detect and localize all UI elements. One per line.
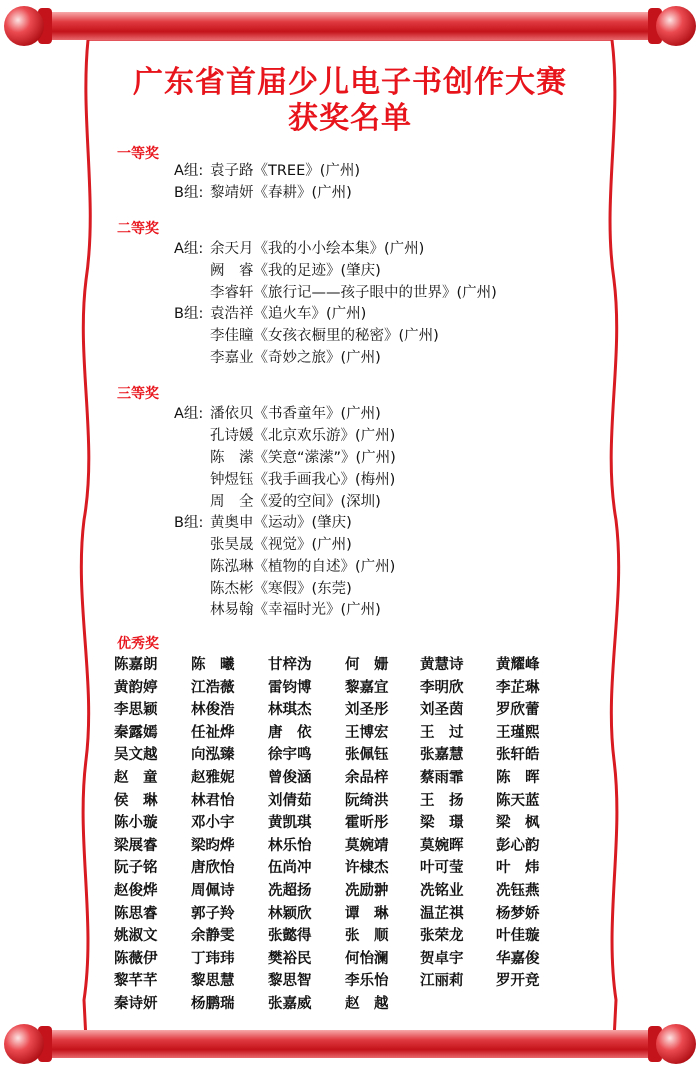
winner-name: 黄慧诗	[420, 657, 464, 673]
winner-name: 陈小璇	[114, 815, 158, 832]
winner-name: 黄凯琪	[268, 815, 312, 832]
winner-name: 丁玮玮	[191, 950, 235, 967]
winner-name: 贺卓宇	[420, 950, 464, 967]
winner-name: 伍尚冲	[268, 860, 312, 877]
winner-name: 张嘉慧	[420, 747, 464, 764]
winner-name: 霍昕彤	[345, 815, 389, 832]
winner-name: 王瑾熙	[496, 724, 540, 741]
winner-name: 周佩诗	[191, 882, 235, 899]
winner-name: 余静雯	[191, 928, 235, 945]
winner-name: 陈嘉朗	[114, 657, 158, 673]
winner-name: 刘圣茵	[420, 702, 464, 719]
winner-name: 张嘉威	[268, 995, 312, 1012]
excellence-heading: 优秀奖	[117, 636, 159, 652]
winner-name: 唐欣怡	[191, 860, 235, 877]
winner-name: 赵 童	[114, 769, 158, 786]
winner-name: 杨梦娇	[496, 905, 540, 922]
winner-name: 彭心韵	[496, 837, 540, 854]
winner-name: 赵 越	[345, 995, 389, 1012]
winner-name: 陈薇伊	[114, 950, 158, 967]
page-subtitle: 获奖名单	[288, 101, 412, 136]
award-group-label: B组:	[174, 185, 204, 201]
winner-name: 叶 炜	[496, 860, 540, 877]
winner-name: 陈思睿	[114, 905, 158, 922]
award-entry: 陈 潆《笑意“潆潆”》(广州)	[210, 450, 396, 466]
award-group-label: A组:	[174, 241, 204, 257]
winner-name: 邓小宇	[191, 815, 235, 832]
winner-name: 蔡雨霏	[420, 769, 464, 786]
winner-name: 罗开竞	[496, 973, 540, 990]
winner-name: 梁 枫	[496, 815, 540, 832]
winner-name: 唐 依	[268, 724, 312, 741]
winner-name: 李明欣	[420, 679, 464, 696]
page-title: 广东省首届少儿电子书创作大赛	[133, 65, 567, 100]
winner-name: 林颖欣	[268, 905, 312, 922]
winner-name: 冼钰燕	[496, 882, 540, 899]
third-prize-heading: 三等奖	[117, 386, 159, 402]
winner-name: 林君怡	[191, 792, 235, 809]
winner-name: 林琪杰	[268, 702, 312, 719]
winner-name: 梁昀烨	[191, 837, 235, 854]
winner-name: 曾俊涵	[268, 769, 312, 786]
winner-name: 雷钧博	[268, 679, 312, 696]
winner-name: 陈 晖	[496, 769, 540, 786]
award-entry: 黎靖妍《春耕》(广州)	[210, 185, 352, 201]
winner-name: 许棣杰	[345, 860, 389, 877]
bottom-rod	[4, 1024, 696, 1064]
winner-name: 华嘉俊	[496, 950, 540, 967]
winner-name: 任祉烨	[191, 724, 235, 741]
winner-name: 梁展睿	[114, 837, 158, 854]
award-entry: 林易翰《幸福时光》(广州)	[210, 602, 381, 618]
top-rod	[4, 6, 696, 46]
winner-name: 樊裕民	[268, 950, 312, 967]
second-prize-heading: 二等奖	[117, 221, 159, 237]
winner-name: 秦诗妍	[114, 995, 158, 1012]
winner-name: 冼超扬	[268, 882, 312, 899]
award-entry: 潘依贝《书香童年》(广州)	[210, 406, 381, 422]
award-group-label: B组:	[174, 306, 204, 322]
winner-name: 秦露嫣	[114, 724, 158, 741]
winner-name: 陈天蓝	[496, 792, 540, 809]
winner-name: 阮子铭	[114, 860, 158, 877]
award-entry: 李佳瞳《女孩衣橱里的秘密》(广州)	[210, 328, 439, 344]
winner-name: 冼励翀	[345, 882, 389, 899]
winner-name: 赵雅妮	[191, 769, 235, 786]
award-entry: 阙 睿《我的足迹》(肇庆)	[210, 263, 381, 279]
winner-name: 张佩钰	[345, 747, 389, 764]
winner-name: 刘倩茹	[268, 792, 312, 809]
winner-name: 黎芊芊	[114, 973, 158, 990]
winner-name: 莫婉晖	[420, 837, 464, 854]
winner-name: 黎思慧	[191, 973, 235, 990]
winner-name: 李芷琳	[496, 679, 540, 696]
winner-name: 赵俊烨	[114, 882, 158, 899]
winner-name: 谭 琳	[345, 905, 389, 922]
award-entry: 陈泓琳《植物的自述》(广州)	[210, 559, 396, 575]
winner-name: 黎嘉宜	[345, 679, 389, 696]
winner-name: 杨鹏瑞	[191, 995, 235, 1012]
award-entry: 周 全《爱的空间》(深圳)	[210, 494, 381, 510]
winner-name: 梁 璟	[420, 815, 464, 832]
winner-name: 叶佳璇	[496, 928, 540, 945]
winner-name: 李乐怡	[345, 973, 389, 990]
award-entry: 李睿轩《旅行记——孩子眼中的世界》(广州)	[210, 285, 497, 301]
winner-name: 何怡澜	[345, 950, 389, 967]
winner-name: 林俊浩	[191, 702, 235, 719]
award-entry: 钟煜钰《我手画我心》(梅州)	[210, 472, 396, 488]
award-group-label: A组:	[174, 406, 204, 422]
winner-name: 徐宇鸣	[268, 747, 312, 764]
award-entry: 张昊晟《视觉》(广州)	[210, 537, 352, 553]
award-entry: 李嘉业《奇妙之旅》(广州)	[210, 350, 381, 366]
winner-name: 温芷祺	[420, 905, 464, 922]
winner-name: 侯 琳	[114, 792, 158, 809]
winner-name: 莫婉靖	[345, 837, 389, 854]
award-entry: 孔诗媛《北京欢乐游》(广州)	[210, 428, 396, 444]
excellence-name-grid	[114, 654, 566, 1016]
winner-name: 黄耀峰	[496, 657, 540, 673]
award-group-label: A组:	[174, 163, 204, 179]
winner-name: 林乐怡	[268, 837, 312, 854]
winner-name: 阮绮洪	[345, 792, 389, 809]
winner-name: 江丽莉	[420, 973, 464, 990]
winner-name: 张轩皓	[496, 747, 540, 764]
winner-name: 罗欣蕾	[496, 702, 540, 719]
winner-name: 王 扬	[420, 792, 464, 809]
winner-name: 江浩薇	[191, 679, 235, 696]
winner-name: 黄韵婷	[114, 679, 158, 696]
winner-name: 黎思智	[268, 973, 312, 990]
winner-name: 张 顺	[345, 928, 389, 945]
winner-name: 吴文越	[114, 747, 158, 764]
winner-name: 王 过	[420, 724, 464, 741]
winner-name: 冼铭业	[420, 882, 464, 899]
award-entry: 余天月《我的小小绘本集》(广州)	[210, 241, 425, 257]
winner-name: 李思颖	[114, 702, 158, 719]
first-prize-heading: 一等奖	[117, 146, 159, 162]
award-entry: 黄奥申《运动》(肇庆)	[210, 515, 352, 531]
winner-name: 余品梓	[345, 769, 389, 786]
winner-name: 张懿得	[268, 928, 312, 945]
winner-name: 向泓臻	[191, 747, 235, 764]
winner-name: 陈 曦	[191, 657, 235, 673]
winner-name: 甘梓沩	[268, 657, 312, 673]
award-group-label: B组:	[174, 515, 204, 531]
award-entry: 袁子路《TREE》(广州)	[210, 163, 361, 179]
winner-name: 郭子羚	[191, 905, 235, 922]
winner-name: 刘圣彤	[345, 702, 389, 719]
award-entry: 陈杰彬《寒假》(东莞)	[210, 581, 352, 597]
winner-name: 何 姗	[345, 657, 389, 673]
winner-name: 张荣龙	[420, 928, 464, 945]
winner-name: 叶可莹	[420, 860, 464, 877]
winner-name: 姚淑文	[114, 928, 158, 945]
award-entry: 袁浩祥《追火车》(广州)	[210, 306, 367, 322]
winner-name: 王博宏	[345, 724, 389, 741]
